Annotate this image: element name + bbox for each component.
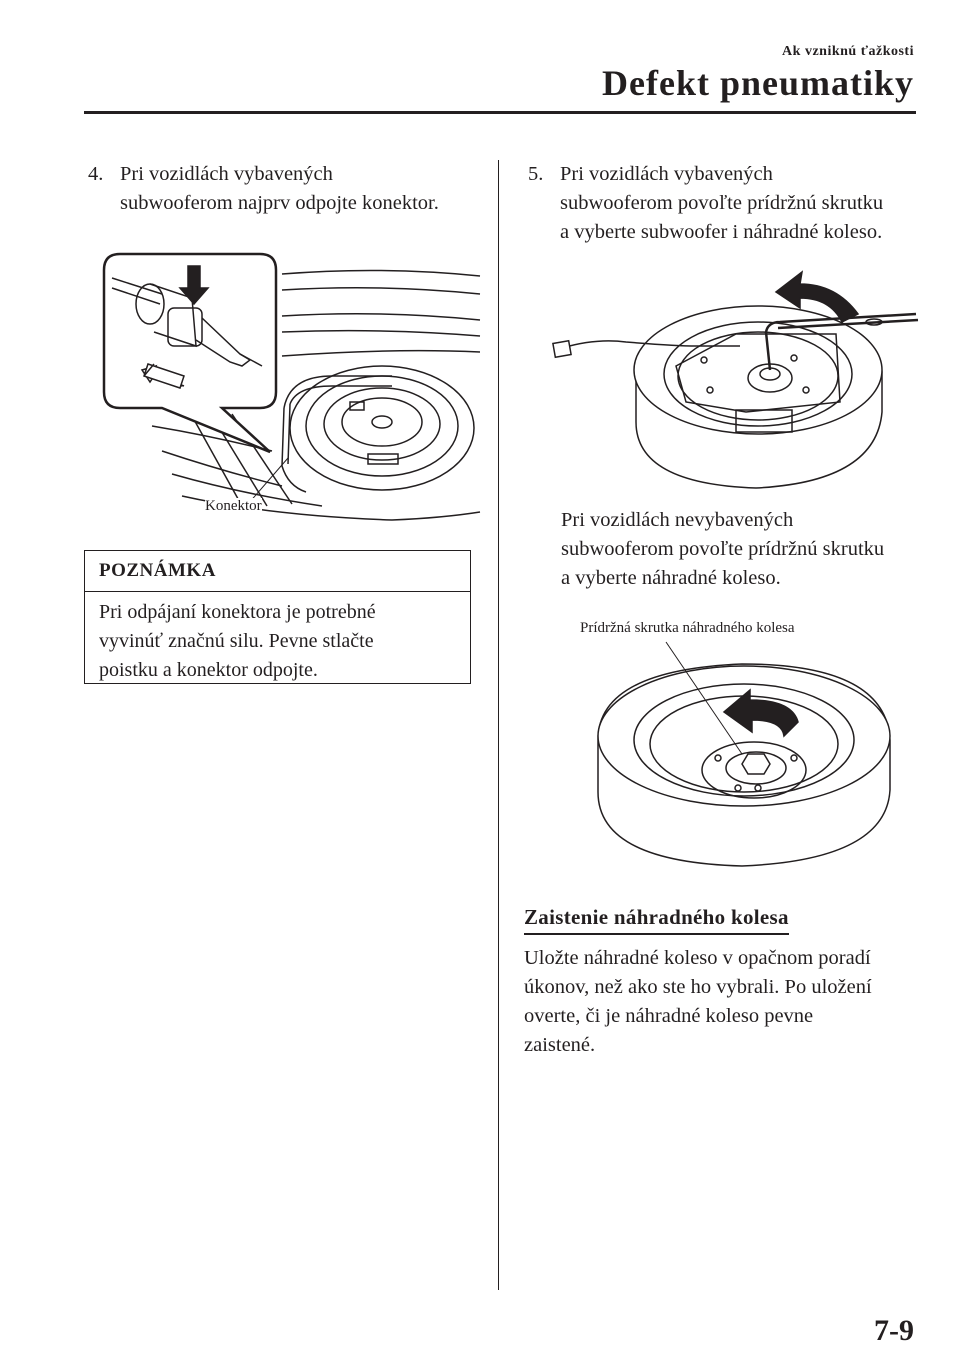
step-text-line: subwooferom povoľte prídržnú skrutku <box>560 192 884 214</box>
step-text-line: Pri vozidlách nevybavených <box>561 509 794 531</box>
spare-wheel-bolt-illustration <box>592 640 912 880</box>
note-text-line: vyvinúť značnú silu. Pevne stlačte <box>99 630 374 652</box>
page-number: 7-9 <box>874 1314 914 1347</box>
figure-label-retaining-bolt: Prídržná skrutka náhradného kolesa <box>580 620 795 636</box>
step-text-line: subwooferom najprv odpojte konektor. <box>120 192 439 214</box>
note-text-line: poistku a konektor odpojte. <box>99 659 318 681</box>
step-text-line: a vyberte náhradné koleso. <box>561 567 781 589</box>
column-divider <box>498 160 499 1290</box>
step-text-line: subwooferom povoľte prídržnú skrutku <box>561 538 885 560</box>
header-rule <box>84 111 916 114</box>
paragraph-line: overte, či je náhradné koleso pevne <box>524 1005 814 1027</box>
step-4 <box>88 160 488 220</box>
step-5-alt-text <box>561 506 931 593</box>
note-heading: POZNÁMKA <box>85 551 470 592</box>
figure-label-connector: Konektor <box>205 498 262 514</box>
step-number: 5. <box>528 163 544 185</box>
note-text-line: Pri odpájaní konektora je potrebné <box>99 601 376 623</box>
step-text-line: Pri vozidlách vybavených <box>560 163 773 185</box>
section-heading: Zaistenie náhradného kolesa <box>524 903 789 935</box>
paragraph-line: zaistené. <box>524 1034 596 1056</box>
section-paragraph <box>524 944 924 1060</box>
step-5 <box>528 160 928 250</box>
paragraph-line: Uložte náhradné koleso v opačnom poradí <box>524 947 871 969</box>
step-text-line: Pri vozidlách vybavených <box>120 163 333 185</box>
subwoofer-spare-wheel-illustration <box>536 262 936 502</box>
note-box <box>84 550 471 684</box>
paragraph-line: úkonov, než ako ste ho vybrali. Po uložení <box>524 976 872 998</box>
step-number: 4. <box>88 163 104 185</box>
step-text-line: a vyberte subwoofer i náhradné koleso. <box>560 221 883 243</box>
running-header-section: Ak vzniknú ťažkosti <box>782 44 914 59</box>
page-title: Defekt pneumatiky <box>602 63 914 103</box>
connector-illustration <box>92 236 482 526</box>
